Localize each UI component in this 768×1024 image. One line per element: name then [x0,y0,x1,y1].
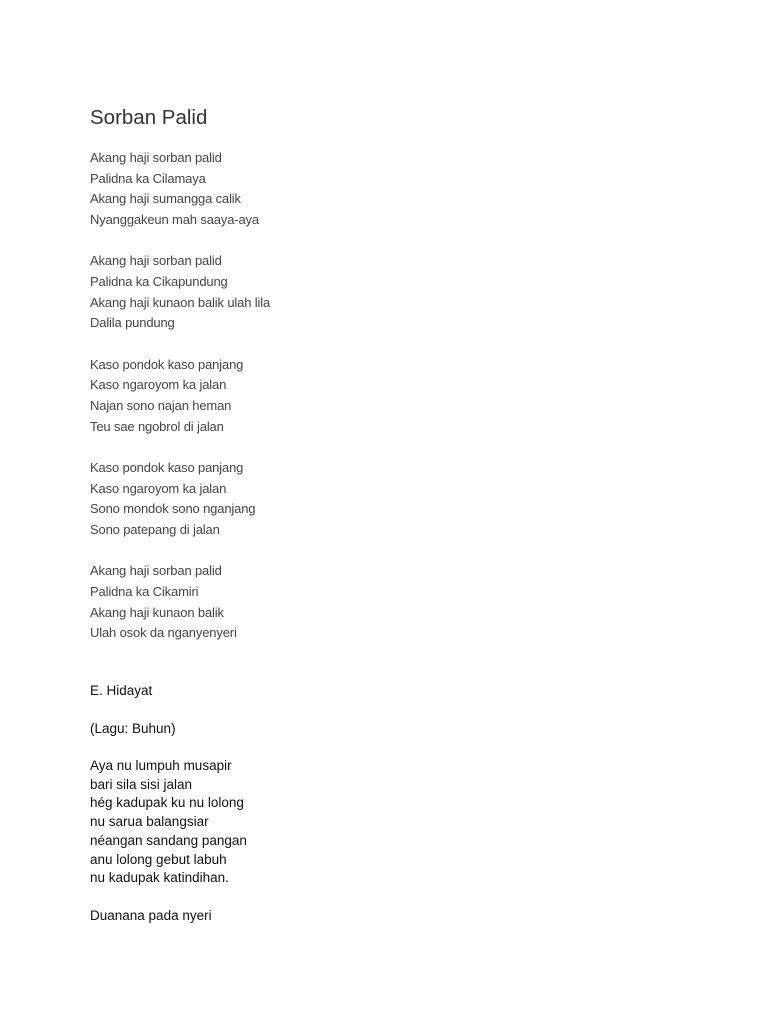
stanza [90,251,270,334]
poem-line: bari sila sisi jalan [90,776,193,792]
poem-line: Kaso pondok kaso panjang [90,459,244,475]
poem-line: Nyanggakeun mah saaya-aya [90,212,259,228]
poem-stanzas [90,148,270,665]
poem-line: Ulah osok da nganyenyeri [90,625,237,641]
closing-line: Duanana pada nyeri [90,908,212,923]
poem-line: Najan sono najan heman [90,398,232,414]
poem-line: Palidna ka Cikapundung [90,274,228,290]
second-poem [90,757,247,888]
poem-line: néangan sandang pangan [90,832,247,848]
poem-line: Akang haji sorban palid [90,150,222,165]
poem-line: nu sarua balangsiar [90,814,209,830]
poem-line: Palidna ka Cilamaya [90,170,206,186]
poem-line: Akang haji kunaon balik ulah lila [90,294,271,310]
poem-line: Akang haji sorban palid [90,563,222,579]
poem-line: Dalila pundung [90,315,175,331]
poem-line: Akang haji sumangga calik [90,191,241,207]
poem-line: anu lolong gebut labuh [90,851,227,867]
poem-line: hég kadupak ku nu lolong [90,795,244,811]
poem-line: Sono mondok sono nganjang [90,501,256,517]
poem-title: Sorban Palid [90,106,208,129]
poem-line: Akang haji sorban palid [90,253,222,269]
poem-line: Kaso ngaroyom ka jalan [90,480,227,496]
stanza [90,355,270,438]
poem-line: Kaso pondok kaso panjang [90,356,244,372]
melody-note: (Lagu: Buhun) [90,721,176,736]
stanza [90,458,270,541]
poem-line: Sono patepang di jalan [90,522,220,538]
poem-line: Palidna ka Cikamiri [90,583,199,599]
poem-line: Teu sae ngobrol di jalan [90,418,224,434]
poem-line: Akang haji kunaon balik [90,604,224,620]
poem-line: Aya nu lumpuh musapir [90,758,232,773]
author-name: E. Hidayat [90,683,153,698]
stanza [90,561,270,644]
poem-line: Kaso ngaroyom ka jalan [90,377,227,393]
poem-line: nu kadupak katindihan. [90,870,229,886]
stanza [90,148,270,231]
